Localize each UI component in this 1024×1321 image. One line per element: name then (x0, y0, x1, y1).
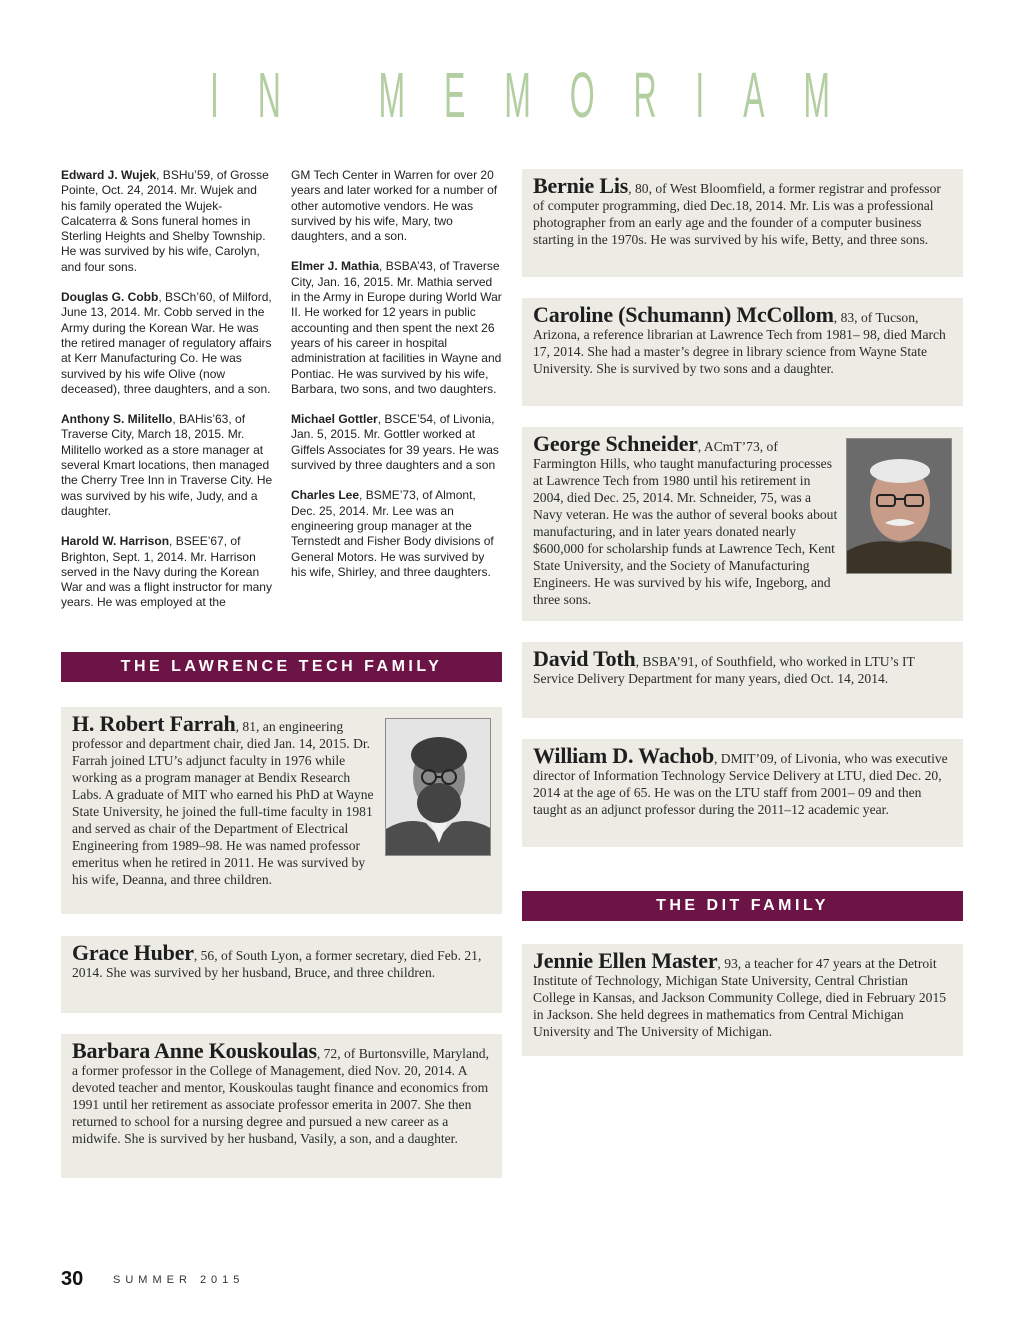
obituary-entry (291, 259, 503, 397)
entry-name: Douglas G. Cobb (61, 290, 159, 305)
entry-text: , BSME’73, of Almont, Dec. 25, 2014. Mr. Lee was an engineering group manager at the Ternstedt and Fisher Body divisions of General Motors. He was survived by his wife, Shirley, and three daughters. (291, 488, 494, 579)
memorial-name: Bernie Lis (533, 173, 629, 198)
alumni-column-2 (291, 168, 503, 595)
entry-text: , BSBA’43, of Traverse City, Jan. 16, 2015. Mr. Mathia served in the Army in Europe during World War II. He worked for 12 years in public accounting and then spent the next 26 years of his career in hospital administration at facilities in Wayne and Pontiac. He was survived by his wife, Barbara, two sons, and two daughters. (291, 259, 502, 396)
memorial-name: George Schneider (533, 431, 698, 456)
title-letter: I (695, 59, 705, 131)
memorial-name: David Toth (533, 646, 636, 671)
title-letter: M (504, 59, 531, 131)
title-letter: O (569, 59, 595, 131)
memorial-card-schneider (522, 427, 963, 621)
memorial-card-master (522, 944, 963, 1056)
entry-name: Edward J. Wujek (61, 168, 157, 182)
page-title (210, 58, 830, 132)
section-banner-ltu-family: THE LAWRENCE TECH FAMILY (61, 652, 502, 682)
portrait-illustration (386, 719, 491, 856)
entry-name: Michael Gottler (291, 412, 378, 427)
memorial-text: , 83, of Tucson, Arizona, a reference librarian at Lawrence Tech from 1981– 98, died March 17, 2014. She had a master’s degree in library science from Wayne State University. She is survived by two sons and a daughter. (533, 310, 946, 376)
portrait-photo (385, 718, 491, 856)
title-letter: N (257, 59, 281, 131)
memorial-card-huber (61, 936, 502, 1013)
entry-name: Charles Lee (291, 488, 360, 503)
memorial-card-lis (522, 169, 963, 277)
memorial-text: , 93, a teacher for 47 years at the Detroit Institute of Technology, Michigan State University, Central Christian College in Kansas, and Jackson Community College, died in February 2015 in Jackson. She held degrees in mathematics from Central Michigan University and The University of Michigan. (533, 956, 947, 1039)
obituary-entry (291, 488, 503, 580)
title-letter: I (210, 59, 219, 131)
memorial-text: , 56, of South Lyon, a former secretary, died Feb. 21, 2014. She was survived by her husband, Bruce, and three children. (72, 948, 482, 980)
entry-text: , BSHu’59, of Grosse Pointe, Oct. 24, 2014. Mr. Wujek and his family operated the Wujek-Calcaterra & Sons funeral homes in Sterling Heights and Shelby Township. He was survived by his wife, Carolyn, and four sons. (61, 168, 269, 274)
memorial-text: , 81, an engineering professor and department chair, died Jan. 14, 2015. Dr. Farrah joined LTU’s adjunct faculty in 1976 while working as a program manager at Bendix Research Labs. A graduate of MIT who earned his PhD at Wayne State University, he joined the full-time faculty in 1981 and served as chair of the Department of Electrical Engineering from 1989–98. He was named professor emeritus when he retired in 2011. He was survived by his wife, Deanna, and three children. (72, 719, 374, 887)
memorial-name: Grace Huber (72, 940, 194, 965)
memorial-card-toth (522, 642, 963, 718)
memorial-name: Barbara Anne Kouskoulas (72, 1038, 317, 1063)
title-letter: A (743, 59, 765, 131)
memorial-text: , BSBA’91, of Southfield, who worked in LTU’s IT Service Delivery Department for many years, died Oct. 14, 2014. (533, 654, 915, 686)
title-letter: E (444, 59, 466, 131)
entry-text: , BSCE’54, of Livonia, Jan. 5, 2015. Mr. Gottler worked at Giffels Associates for 39 years. He was survived by three daughters and a son (291, 412, 499, 473)
memorial-name: Caroline (Schumann) McCollom (533, 302, 834, 327)
memorial-card-wachob (522, 739, 963, 847)
entry-text: , BAHis’63, of Traverse City, March 18, 2015. Mr. Militello worked as a store manager at several Kmart locations, then managed the Cherry Tree Inn in Traverse City. He was survived by his wife, Judy, and a daughter. (61, 412, 273, 518)
obituary-entry (291, 168, 503, 244)
memorial-card-kouskoulas (61, 1034, 502, 1178)
portrait-photo (846, 438, 952, 574)
memorial-card-mccollom (522, 298, 963, 406)
obituary-entry (61, 412, 274, 519)
title-spacer (320, 58, 340, 132)
entry-text: , BSEE’67, of Brighton, Sept. 1, 2014. Mr. Harrison served in the Navy during the Korean War and was a flight instructor for many years. He was employed at the (61, 534, 272, 610)
title-letter: M (378, 59, 406, 131)
memorial-card-farrah (61, 707, 502, 914)
entry-name: Harold W. Harrison (61, 534, 170, 549)
memorial-name: Jennie Ellen Master (533, 948, 718, 973)
title-letter: M (803, 59, 830, 131)
alumni-column-1 (61, 168, 274, 626)
entry-name: Anthony S. Militello (61, 412, 173, 427)
issue-label: SUMMER 2015 (113, 1274, 245, 1286)
portrait-illustration (847, 439, 952, 574)
memorial-text: , ACmT’73, of Farmington Hills, who taught manufacturing processes at Lawrence Tech from 1980 until his retirement in 2004, died Dec. 25, 2014. Mr. Schneider, 75, was a Navy veteran. He was the author of several books about manufacturing, and in later years donated nearly $600,000 for scholarship funds at Lawrence Tech, Kent State University, and the Society of Manufacturing Engineers. He was survived by his wife, Ingeborg, and three sons. (533, 439, 838, 607)
page-number: 30 (61, 1268, 84, 1290)
memorial-name: William D. Wachob (533, 743, 714, 768)
section-banner-dit-family: THE DIT FAMILY (522, 891, 963, 921)
memorial-text: , DMIT’09, of Livonia, who was executive director of Information Technology Service Delivery at LTU, died Dec. 20, 2014 at the age of 65. He was on the LTU staff from 2001– 09 and then taught as an adjunct professor during the 2011–12 academic year. (533, 751, 948, 817)
obituary-entry (61, 290, 274, 397)
memorial-name: H. Robert Farrah (72, 711, 236, 736)
entry-text: , BSCh’60, of Milford, June 13, 2014. Mr. Cobb served in the Army during the Korean War. He was the retired manager of regulatory affairs at Kerr Manufacturing Co. He was survived by his wife Olive (now deceased), three daughters, and a son. (61, 290, 272, 396)
obituary-entry (291, 412, 503, 473)
entry-name: Elmer J. Mathia (291, 259, 380, 274)
obituary-entry (61, 534, 274, 610)
memorial-text: , 72, of Burtonsville, Maryland, a former professor in the College of Management, died Nov. 20, 2014. A devoted teacher and mentor, Kouskoulas taught finance and economics from 1991 until her retirement as associate professor emerita in 2007. She then returned to school for a nursing degree and pursued a new career as a midwife. She is survived by her husband, Vasily, a son, and a daughter. (72, 1046, 489, 1146)
obituary-entry (61, 168, 274, 275)
entry-text: GM Tech Center in Warren for over 20 years and later worked for a number of other automotive vendors. He was survived by his wife, Mary, two daughters, and a son. (291, 168, 498, 244)
title-letter: R (633, 59, 657, 131)
memorial-text: , 80, of West Bloomfield, a former registrar and professor of computer programming, died Dec.18, 2014. Mr. Lis was a professional photographer from an early age and the founder of a computer business starting in the 1970s. He was survived by his wife, Betty, and three sons. (533, 181, 941, 247)
